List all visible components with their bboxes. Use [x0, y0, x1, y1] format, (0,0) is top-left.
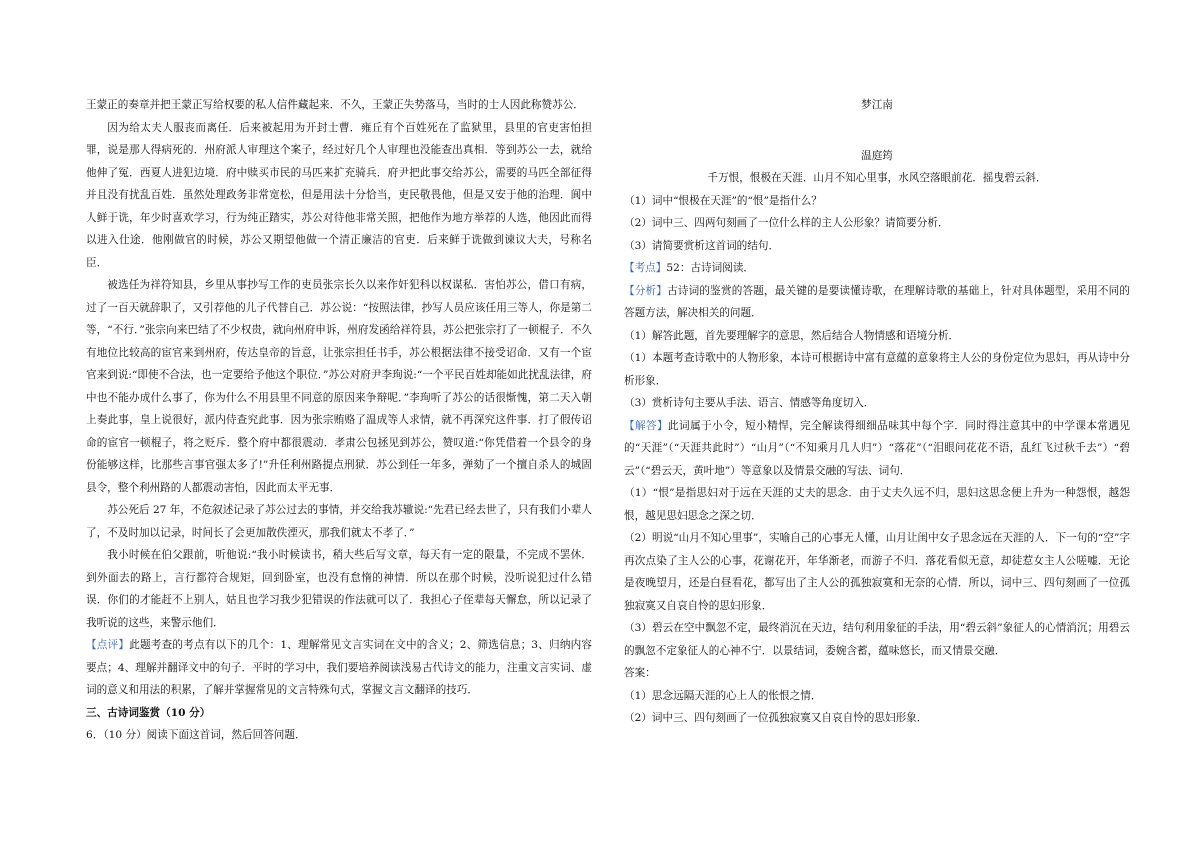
left-column — [86, 94, 592, 747]
explanation-1: （1）“恨”是指思妇对于远在天涯的丈夫的思念．由于丈夫久远不归，思妇这思念便上升为一种怨恨，越怨恨，越见思妇思念之深之切． — [624, 487, 1130, 522]
analysis-2: （1）本题考查诗歌中的人物形象，本诗可根据诗中富有意蕴的意象将主人公的身份定位为思妇，再从诗中分析形象． — [624, 352, 1130, 387]
paragraph-continued: 王蒙正的奏章并把王蒙正写给权要的私人信件藏起来．不久，王蒙正失势落马，当时的士人因此称赞苏公． — [86, 99, 584, 111]
explanation-2: （2）明说“山月不知心里事”，实喻自己的心事无人懂，山月让闺中女子思念远在天涯的人．下一句的“空”字再次点染了主人公的心事，花谢花开，年华渐老，而游子不归．落花看似无意，却徒惹女主人公嗟嘘．无论是夜晚望月，还是白昼看花，都写出了主人公的孤独寂寞和无奈的心情．所以，词中三、四句刻画了一位孤独寂寞又自哀自怜的思妇形象． — [624, 532, 1130, 612]
explanation-3: （3）碧云在空中飘忽不定，最终消沉在天边，结句利用象征的手法，用“碧云斜”象征人的心情消沉；用碧云的飘忽不定象征人的心神不宁．以景结词，委婉含蓄，蕴味悠长，而又情景交融． — [624, 622, 1130, 657]
question-6: 6．（10 分）阅读下面这首词，然后回答问题． — [86, 729, 306, 741]
answer-2: （2）词中三、四句刻画了一位孤独寂寞又自哀自怜的思妇形象． — [624, 712, 928, 724]
fenxi-text: 古诗词的鉴赏的答题，最关键的是要读懂诗歌，在理解诗歌的基础上，针对具体题型，采用不同的答题方法，解决相关的问题． — [624, 284, 1131, 319]
section-heading: 三、古诗词鉴赏（10 分） — [86, 706, 211, 719]
kaodian-tag: 【考点】 — [624, 262, 667, 274]
paragraph: 被选任为祥符知县，乡里从事抄写工作的吏员张宗长久以来作奸犯科以权谋私．害怕苏公，借口有病，过了一百天就辞职了，又引荐他的儿子代替自己．苏公说：“按照法律，抄写人员应该任用三等人，你是第二等，“不行．”张宗向来巴结了不少权贵，就向州府申诉，州府发函给祥符县，苏公把张宗打了一顿棍子．不久有地位比较高的宦官来到州府，传达皇帝的旨意，让张宗担任书手，苏公根据法律不接受诏命．又有一个宦官来到说:“即使不合法，也一定要给予他这个职位．”苏公对府尹李珣说:“一个平民百姓却能如此扰乱法律，府中也不能办成什么事了，你为什么不用县里不同意的原因来争辩呢．”李珣听了苏公的话很惭愧，第二天入朝上奏此事，皇上说很好，派内侍查究此事．因为张宗贿赂了温成等人求情，就不再深究这件事．打了假传诏命的宦官一顿棍子，将之贬斥．整个府中都很震动．孝肃公包拯见到苏公，赞叹道:“你凭借着一个县令的身份能够这样，比那些言事官强太多了!”升任利州路提点刑狱．苏公到任一年多，弹劾了一个擅自杀人的城固县令，整个利州路的人都震动害怕，因此而太平无事． — [86, 279, 592, 494]
kaodian-text: 52：古诗词阅读． — [666, 262, 755, 274]
analysis-1: （1）解答此题，首先要理解字的意思，然后结合人物情感和语境分析． — [624, 329, 960, 342]
jieda-tag: 【解答】 — [624, 419, 669, 432]
paragraph: 苏公死后 27 年，不危叙述记录了苏公过去的事情，并交给我苏辙说:“先君已经去世了，只有我们小辈人了，不及时加以记录，时间长了会更加散佚湮灭，那我们就太不孝了．” — [86, 504, 592, 539]
poem-text: 千万恨，恨极在天涯．山月不知心里事，水风空落眼前花．摇曳碧云斜． — [707, 172, 1047, 184]
comment-block — [86, 634, 592, 702]
jieda-block — [624, 415, 1130, 483]
question-2: （2）词中三、四两句刻画了一位什么样的主人公形象？请简要分析． — [624, 217, 949, 229]
paragraph: 因为给太夫人服丧而离任．后来被起用为开封士曹．雍丘有个百姓死在了监狱里，县里的官吏害怕担罪，说是那人得病死的．州府派人审理这个案子，经过好几个人审理也没能查出真相．等到苏公一去，就给他伸了冤．西夏人进犯边境．府中赎买市民的马匹来扩充骑兵．府尹把此事交给苏公，需要的马匹全部征得并且没有扰乱百姓．虽然处理政务非常宽松，但是用法十分恰当，吏民敬畏他，但是又安于他的治理．阆中人鲜于诜，年少时喜欢学习，行为纯正踏实，苏公对待他非常关照，把他作为地方举荐的人选，他因此而得以进入仕途．他刚做官的时候，苏公又期望他做一个清正廉洁的官吏．后来鲜于诜做到谏议大夫，号称名臣． — [86, 121, 592, 269]
right-column — [624, 94, 1130, 730]
poem-title: 梦江南 — [861, 99, 893, 111]
jieda-text: 此词属于小令，短小精悍，完全解读得细细品味其中每个字．同时得注意其中的中学课本常遇见的“天涯”（“天涯共此时”）“山月”（“不知乘月几人归”）“落花”（“泪眼问花花不语，乱红飞过秋千去”）“碧云”（“碧云天，黄叶地”）等意象以及情景交融的写法、词句． — [624, 419, 1131, 477]
analysis-3: （3）赏析诗句主要从手法、语言、情感等角度切入． — [624, 397, 875, 409]
comment-text: 此题考查的考点有以下的几个：1、理解常见文言实词在文中的含义；2、筛选信息；3、归纳内容要点；4、理解并翻译文中的句子．平时的学习中，我们要培养阅读浅易古代诗文的能力，注重文言实词、虚词的意义和用法的积累，了解并掌握常见的文言特殊句式，掌握文言文翻译的技巧． — [86, 639, 593, 696]
fenxi-block — [624, 280, 1130, 325]
question-1: （1）词中“恨极在天涯”的“恨”是指什么？ — [624, 194, 822, 207]
kaodian-block — [624, 257, 1130, 280]
answer-1: （1）思念远隔天涯的心上人的怅恨之情． — [624, 689, 822, 702]
answer-label: 答案： — [624, 667, 656, 679]
paragraph: 我小时候在伯父跟前，听他说:“我小时候读书，稍大些后写文章，每天有一定的限量，不完成不罢休．到外面去的路上，言行都符合规矩，回到卧室，也没有怠惰的神情．所以在那个时候，没听说犯过什么错误．你们的才能赶不上别人，姑且也学习我少犯错误的作法就可以了．我担心子侄辈每天懈怠，所以记录了我听说的这些，来警示他们． — [86, 549, 592, 629]
comment-tag: 【点评】 — [86, 639, 130, 651]
fenxi-tag: 【分析】 — [624, 284, 668, 297]
poem-author: 温庭筠 — [861, 149, 893, 162]
question-3: （3）请简要赏析这首词的结句． — [624, 239, 780, 252]
